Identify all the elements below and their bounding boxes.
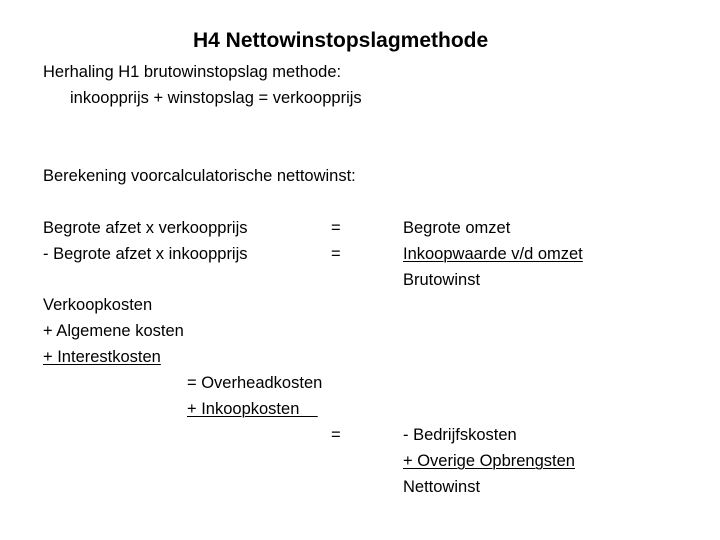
other-income: + Overige Opbrengsten <box>403 452 575 470</box>
row3-right: Brutowinst <box>403 271 481 289</box>
interest-costs: + Interestkosten <box>43 348 161 366</box>
page-title: H4 Nettowinstopslagmethode <box>193 29 489 52</box>
row2-left: - Begrote afzet x inkoopprijs <box>43 245 248 263</box>
purchase-costs: + Inkoopkosten <box>187 400 318 418</box>
row1-left: Begrote afzet x verkoopprijs <box>43 219 248 237</box>
recap-formula: inkoopprijs + winstopslag = verkoopprijs <box>70 89 362 107</box>
row1-right: Begrote omzet <box>403 219 511 237</box>
operating-costs: - Bedrijfskosten <box>403 426 517 444</box>
row1-equals: = <box>331 219 341 237</box>
calculation-heading: Berekening voorcalculatorische nettowinst: <box>43 167 356 185</box>
overhead-costs: = Overheadkosten <box>187 374 323 392</box>
net-profit: Nettowinst <box>403 478 481 496</box>
recap-heading: Herhaling H1 brutowinstopslag methode: <box>43 63 342 81</box>
row2-right: Inkoopwaarde v/d omzet <box>403 245 583 263</box>
sales-costs: Verkoopkosten <box>43 296 153 314</box>
general-costs: + Algemene kosten <box>43 322 184 340</box>
row2-equals: = <box>331 245 341 263</box>
operating-equals: = <box>331 426 341 444</box>
